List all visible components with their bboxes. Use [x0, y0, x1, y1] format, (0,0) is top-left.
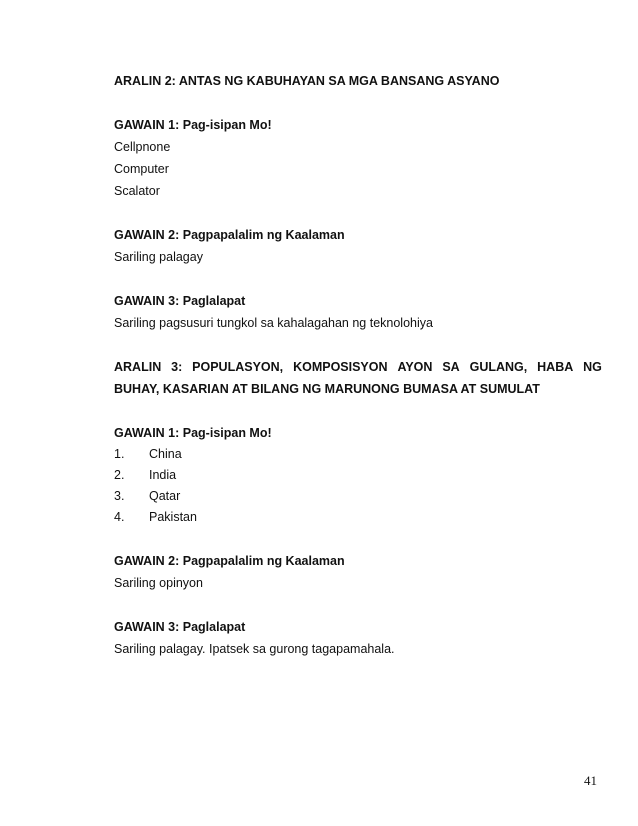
list-item	[114, 444, 602, 465]
aralin-2-gawain-1-heading: GAWAIN 1: Pag-isipan Mo!	[114, 118, 272, 132]
list-item-number: 4.	[114, 510, 125, 524]
title-word: NG	[583, 360, 602, 374]
title-word: SA	[442, 360, 460, 374]
aralin-2-gawain-1-item: Scalator	[114, 184, 160, 198]
page-number: 41	[584, 773, 597, 788]
spacer	[114, 594, 602, 616]
title-word: POPULASYON,	[192, 360, 284, 374]
list-item-number: 2.	[114, 468, 125, 482]
spacer	[114, 268, 602, 290]
spacer	[114, 92, 602, 114]
list-item-text: Qatar	[149, 489, 181, 503]
title-word: GULANG,	[469, 360, 528, 374]
aralin-3-title-line-2: BUHAY, KASARIAN AT BILANG NG MARUNONG BUMASA AT SUMULAT	[114, 382, 540, 396]
list-item	[114, 507, 602, 528]
aralin-3-gawain-3-answer: Sariling palagay. Ipatsek sa gurong tagapamahala.	[114, 642, 395, 656]
list-item-text: India	[149, 468, 177, 482]
aralin-3-gawain-2-heading: GAWAIN 2: Pagpapalalim ng Kaalaman	[114, 554, 345, 568]
aralin-2-gawain-2-heading: GAWAIN 2: Pagpapalalim ng Kaalaman	[114, 228, 345, 242]
aralin-2-gawain-1-item: Cellpnone	[114, 140, 171, 154]
list-item-number: 3.	[114, 489, 125, 503]
list-item-text: China	[149, 447, 182, 461]
spacer	[114, 334, 602, 356]
aralin-2-gawain-3-heading: GAWAIN 3: Paglalapat	[114, 294, 246, 308]
list-item	[114, 486, 602, 507]
title-word: AYON	[397, 360, 433, 374]
list-item	[114, 465, 602, 486]
aralin-2-title: ARALIN 2: ANTAS NG KABUHAYAN SA MGA BANSANG ASYANO	[114, 74, 500, 88]
aralin-3-gawain-2-answer: Sariling opinyon	[114, 576, 203, 590]
aralin-3-title-line-1	[114, 356, 602, 378]
title-word: HABA	[537, 360, 574, 374]
document-body	[114, 70, 602, 660]
list-item-number: 1.	[114, 447, 125, 461]
aralin-2-gawain-2-answer: Sariling palagay	[114, 250, 203, 264]
aralin-2-gawain-1-item: Computer	[114, 162, 169, 176]
spacer	[114, 202, 602, 224]
title-word: KOMPOSISYON	[293, 360, 388, 374]
aralin-2-gawain-3-answer: Sariling pagsusuri tungkol sa kahalagahan ng teknolohiya	[114, 316, 433, 330]
aralin-3-gawain-1-heading: GAWAIN 1: Pag-isipan Mo!	[114, 426, 272, 440]
title-word: ARALIN	[114, 360, 162, 374]
list-item-text: Pakistan	[149, 510, 197, 524]
title-word: 3:	[171, 360, 183, 374]
aralin-3-gawain-3-heading: GAWAIN 3: Paglalapat	[114, 620, 246, 634]
spacer	[114, 400, 602, 422]
spacer	[114, 528, 602, 550]
